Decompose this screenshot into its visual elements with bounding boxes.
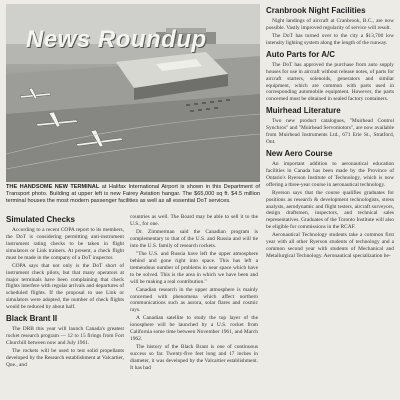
article-paragraph: The history of the Black Brant is one of continuous success so far. Twenty-five feet long and 17 inches in diameter, it was developed by the Valcartier establishment. It has had [130, 344, 258, 371]
article-paragraph: Ryerson says that the course qualifies graduates for positions as research & development technologists, stress analysts, aerodynamic and flight testers, aircraft surveyors, design draftsmen, inspectors, and technical sales representatives. Graduates of the Toronto Institute will also be eligible for commissions in the RCAF. [266, 189, 394, 231]
article-paragraph: countries as well. The Board may be able to sell it to the U.S., for one. [130, 214, 258, 227]
article-paragraph: Aeronautical Technology students take a common first year with all other Ryerson students of technology and a common second year with students of Mechanical and Metallurgical Technology. Aeronautical specialization be- [266, 232, 394, 260]
article-paragraph: Night landings of aircraft at Cranbrook, B.C., are now possible. Vastly improved regularity of service will result. [266, 18, 394, 31]
article-paragraph: COPA says that not only is the DoT short of instrument check pilots, but that many operators at major terminals have been complaining that check flights interfere with regular arrivals and departures of scheduled flights. If the proposal to use Link or simulators were adopted, the number of check flights would be reduced by about half. [6, 262, 124, 311]
caption-text: at Halifax International Airport is shown in this Department of Transport photo. Building at upper left is new Fairey Aviation hangar. The $65,000 sq ft. $4.5 million terminal houses the most modern passenger facilities as well as all essential DoT services. [6, 184, 260, 204]
article-paragraph: Dr. Zimmerman said the Canadian program is complementary to that of the U.S. and Russia and will tie into the U.S. family of research rockets. [130, 229, 258, 249]
cranbrook-heading: Cranbrook Night Facilities [266, 6, 366, 15]
article-paragraph: According to a recent COPA report to its members, the DoT is considering permitting anti-instrument instrument rating checks to be taken in flight simulators or Link trainers. At present, a check flight must be made in the company of a DoT inspector. [6, 227, 124, 261]
article-paragraph: The DRB this year will launch Canada's greatest rocket research program — 12 to 15 firings from Fort Churchill between now and July 1961. [6, 326, 124, 346]
right-column [266, 6, 394, 261]
auto-parts-heading: Auto Parts for A/C [266, 49, 336, 59]
simulated-checks-heading: Simulated Checks [6, 215, 75, 224]
masthead-title: News Roundup [26, 26, 207, 53]
left-column [6, 212, 124, 370]
airport-terminal-photo [6, 4, 260, 182]
article-paragraph: "The U.S. and Russia have left the upper atmosphere behind and gone right into space. This has left a tremendous number of problems in near space which have to be solved. This is the area in which we have been and will be making a real contribution." [130, 250, 258, 285]
article-paragraph: An important addition to aeronautical education facilities in Canada has been made by the Province of Ontario's Ryerson Institute of Technology, which is now offering a three-year course in aeronautical technology. [266, 160, 394, 188]
black-brant-heading: Black Brant II [6, 314, 58, 324]
middle-column [130, 214, 258, 373]
caption-lead: THE HANDSOME NEW TERMINAL [6, 184, 100, 190]
aero-course-heading: New Aero Course [266, 148, 333, 158]
article-paragraph: A Canadian satellite to study the top layer of the ionosphere will be launched by a U.S. rocket from California some time between November 1961, and March 1962. [130, 315, 258, 343]
photo-caption [6, 184, 260, 205]
article-paragraph: The rockets will be used to test solid propellants developed by the Research establishment at Valcartier, Que., and [6, 347, 124, 368]
article-paragraph: The DoT has approved the purchase from auto supply houses for use in aircraft without release notes, of parts for aircraft starters, solenoids, generators and similar equipment, which are common with parts used in corresponding automobile equipment. However, the parts concerned must be obtained in sealed factory containers. [266, 61, 394, 103]
article-paragraph: The DoT has turned over to the city a $13,700 low intensity lighting system along the length of the runway. [266, 33, 394, 46]
article-paragraph: Canadian research in the upper atmosphere is mainly concerned with phenomena which affect northern communications such as aurora, solar flares and cosmic rays. [130, 286, 258, 314]
article-paragraph: Two new product catalogues, "Muirhead Control Synchros" and "Muirhead Servomotors", are now available from Muirhead Instruments Ltd., 671 Erie St., Stratford, Ont. [266, 118, 394, 145]
muirhead-heading: Muirhead Literature [266, 106, 341, 116]
